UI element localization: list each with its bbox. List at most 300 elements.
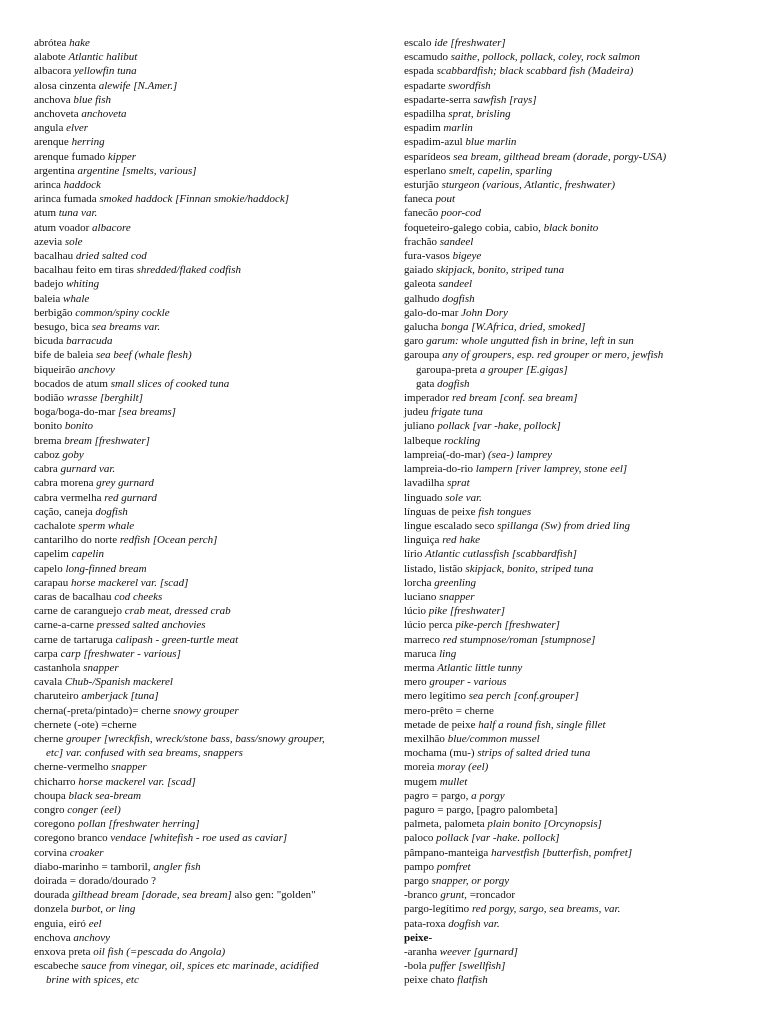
entry-translation: red hake (442, 534, 480, 547)
entry-headword: espada (404, 65, 434, 78)
entry-headword: escamudo (404, 51, 448, 64)
entry-translation: puffer [swellfish] (429, 960, 506, 973)
entry-headword: congro (34, 803, 65, 816)
dictionary-entry (404, 547, 756, 561)
entry-headword: choupa (34, 789, 66, 802)
dictionary-entry (34, 519, 386, 533)
entry-headword: galo-do-mar (404, 306, 459, 319)
entry-headword: línguas de peixe (404, 505, 476, 518)
entry-translation: scabbardfish; black scabbard fish (Madeira) (436, 65, 634, 78)
dictionary-entry (404, 476, 756, 490)
dictionary-entry (404, 633, 756, 647)
dictionary-entry (404, 405, 756, 419)
entry-headword: diabo-marinho = tamboril, (34, 860, 151, 873)
entry-headword: argentina (34, 164, 75, 177)
dictionary-entry (34, 633, 386, 647)
entry-translation: bigeye (452, 250, 482, 263)
entry-translation: pike [freshwater] (428, 605, 506, 618)
entry-translation: grouper - various (429, 676, 507, 689)
entry-headword: coregono branco (34, 832, 108, 845)
dictionary-entry (404, 448, 756, 462)
dictionary-entry (34, 789, 386, 803)
entry-headword: bacalhau feito em tiras (34, 264, 134, 277)
entry-headword: judeu (404, 406, 429, 419)
entry-headword: lampreia-do-rio (404, 463, 474, 476)
entry-translation: dogfish var. (448, 917, 500, 930)
entry-headword: capelo (34, 562, 63, 575)
dictionary-entry (34, 36, 386, 50)
dictionary-entry (404, 704, 756, 718)
entry-translation: small slices of cooked tuna (110, 377, 230, 390)
entry-headword: enchova (34, 931, 71, 944)
entry-headword: corvina (34, 846, 67, 859)
dictionary-entry (34, 263, 386, 277)
dictionary-entry (404, 973, 756, 987)
entry-translation: skipjack, bonito, striped tuna (465, 562, 594, 575)
dictionary-entry (404, 277, 756, 291)
entry-headword: -branco (404, 889, 438, 902)
entry-headword: pata-roxa (404, 917, 446, 930)
entry-headword: galhudo (404, 292, 440, 305)
entry-translation: blue/common mussel (447, 732, 540, 745)
entry-headword: boga/boga-do-mar (34, 406, 116, 419)
entry-translation: snapper, or porgy (431, 874, 510, 887)
entry-headword: capelim (34, 548, 69, 561)
dictionary-entry (404, 959, 756, 973)
entry-translation: rockling (444, 434, 481, 447)
entry-headword: -aranha (404, 946, 437, 958)
dictionary-entry (404, 519, 756, 533)
entry-translation: saithe, pollock, pollack, coley, rock salmon (450, 51, 641, 64)
entry-translation: bream [freshwater] (64, 434, 150, 447)
entry-translation: half a round fish, single fillet (478, 718, 606, 731)
entry-headword: pagro = pargo, (404, 789, 469, 802)
entry-headword: peixe- (404, 931, 433, 944)
entry-translation: conger (eel) (67, 803, 121, 816)
entry-translation: ide [freshwater] (434, 37, 506, 49)
entry-headword: carpa (34, 647, 58, 660)
entry-headword: arinca fumada (34, 193, 97, 206)
dictionary-entry (34, 562, 386, 576)
entry-headword: mochama (mu-) (404, 747, 475, 760)
entry-headword: cherne-vermelho (34, 761, 109, 774)
entry-translation: pout (435, 193, 456, 206)
dictionary-entry (404, 164, 756, 178)
entry-translation: weever [gurnard] (439, 946, 518, 958)
entry-headword: paguro = pargo, [pagro palombeta] (404, 803, 558, 816)
dictionary-entry (404, 576, 756, 590)
entry-translation-extra: black bonito (543, 221, 599, 234)
entry-translation: amberjack [tuna] (81, 690, 159, 703)
dictionary-entry (34, 547, 386, 561)
entry-headword: cabra (34, 463, 58, 476)
dictionary-entry (34, 618, 386, 632)
dictionary-entry (404, 760, 756, 774)
entry-headword: bodião (34, 392, 64, 405)
entry-headword: foqueteiro-galego (404, 221, 483, 234)
entry-translation: dogfish (95, 505, 128, 518)
dictionary-entry (34, 959, 386, 987)
entry-translation: anchovy (73, 931, 111, 944)
entry-headword: alabote (34, 51, 66, 64)
entry-headword: -bola (404, 960, 427, 973)
dictionary-entry (34, 135, 386, 149)
dictionary-entry (34, 718, 386, 732)
entry-translation: pollack [var -hake, pollock] (437, 420, 561, 433)
dictionary-entry (34, 576, 386, 590)
entry-headword: pargo-legítimo (404, 903, 470, 916)
entry-translation: elver (66, 122, 89, 135)
dictionary-entry (34, 164, 386, 178)
entry-headword: enxova preta (34, 946, 91, 958)
dictionary-entry (404, 902, 756, 916)
entry-headword: cavala (34, 676, 63, 689)
entry-note: cobia, cabio, (482, 221, 544, 234)
entry-translation: pollan [freshwater herring] (77, 818, 200, 831)
entry-translation: capelin (71, 548, 104, 561)
entry-translation: calipash - green-turtle meat (115, 633, 239, 646)
entry-translation: anchoveta (81, 108, 127, 121)
entry-translation: a grouper [E.gigas] (479, 363, 568, 376)
entry-translation: snapper (83, 661, 119, 674)
entry-headword: atum voador (34, 221, 90, 234)
entry-translation: sauce from vinegar, oil, spices etc marinade, acidified (81, 960, 319, 973)
entry-headword: cherne (34, 732, 64, 745)
entry-headword: metade de peixe (404, 718, 476, 731)
entry-headword: esturjão (404, 179, 439, 192)
entry-translation: harvestfish [butterfish, pomfret] (491, 846, 633, 859)
entry-translation: Atlantic cutlassfish [scabbardfish] (425, 548, 577, 561)
entry-translation: croaker (69, 846, 104, 859)
entry-headword: berbigão (34, 306, 73, 319)
dictionary-entry (34, 221, 386, 235)
entry-translation: sturgeon (various, Atlantic, freshwater) (441, 179, 616, 192)
entry-headword: carne de caranguejo (34, 605, 122, 618)
entry-headword: espadim-azul (404, 136, 463, 149)
entry-headword: espadilha (404, 108, 446, 121)
dictionary-entry (34, 150, 386, 164)
dictionary-entry (404, 775, 756, 789)
entry-headword: cabra vermelha (34, 491, 102, 504)
entry-translation: sea beef (whale flesh) (96, 349, 192, 362)
entry-translation: sole var. (445, 491, 482, 504)
entry-translation: sandeel (439, 235, 474, 248)
entry-headword: fanecão (404, 207, 439, 220)
entry-translation: barracuda (66, 335, 113, 348)
entry-headword: anchova (34, 93, 71, 106)
entry-headword: angula (34, 122, 64, 135)
entry-headword: cabra morena (34, 477, 94, 490)
dictionary-entry (34, 831, 386, 845)
entry-translation: blue marlin (465, 136, 517, 149)
entry-translation: garum: whole ungutted fish in brine, left in sun (426, 335, 634, 348)
entry-headword: merma (404, 661, 435, 674)
entry-headword: paloco (404, 832, 434, 845)
dictionary-entry (34, 334, 386, 348)
dictionary-entry (34, 945, 386, 959)
entry-translation: hake (69, 37, 90, 49)
entry-headword: espadarte (404, 79, 446, 92)
entry-headword: brema (34, 434, 62, 447)
dictionary-entry (404, 860, 756, 874)
dictionary-entry (404, 604, 756, 618)
dictionary-entry (404, 590, 756, 604)
entry-translation: mullet (439, 775, 468, 788)
dictionary-entry (404, 135, 756, 149)
dictionary-entry (34, 476, 386, 490)
dictionary-entry (404, 434, 756, 448)
entry-translation: any of groupers, esp. red grouper or mero, jewfish (442, 349, 664, 362)
dictionary-entry (404, 64, 756, 78)
dictionary-entry (404, 221, 756, 235)
entry-headword: donzela (34, 903, 69, 916)
dictionary-entry (34, 689, 386, 703)
dictionary-entry (404, 917, 756, 931)
entry-continuation: brine with spices, etc (46, 974, 139, 987)
dictionary-entry (404, 945, 756, 959)
entry-headword: gata (416, 377, 435, 390)
dictionary-entry (404, 178, 756, 192)
dictionary-entry (34, 817, 386, 831)
entry-translation: whiting (66, 278, 100, 291)
entry-translation: blue fish (73, 93, 111, 106)
entry-note: =roncador (466, 889, 515, 902)
entry-translation: ling (439, 647, 457, 660)
entry-headword: peixe chato (404, 974, 455, 987)
entry-headword: garoupa-preta (416, 363, 478, 376)
dictionary-entry (34, 79, 386, 93)
entry-translation: anchovy (78, 363, 115, 376)
entry-headword: garoupa (404, 349, 440, 362)
entry-headword: linguiça (404, 534, 440, 547)
dictionary-entry (34, 647, 386, 661)
dictionary-entry (404, 107, 756, 121)
dictionary-entry (34, 178, 386, 192)
dictionary-entry (34, 675, 386, 689)
dictionary-entry (404, 746, 756, 760)
dictionary-entry (404, 192, 756, 206)
entry-translation: moray (eel) (437, 761, 489, 774)
entry-headword: atum (34, 207, 56, 220)
entry-headword: maruca (404, 647, 437, 660)
dictionary-entry (404, 732, 756, 746)
entry-translation: marlin (443, 122, 473, 135)
dictionary-entry (404, 533, 756, 547)
entry-translation: goby (62, 448, 84, 461)
dictionary-entry (34, 206, 386, 220)
dictionary-entry (404, 846, 756, 860)
entry-headword: gaiado (404, 264, 434, 277)
entry-translation: flatfish (457, 974, 488, 987)
entry-headword: juliano (404, 420, 435, 433)
entry-translation: yellowfin tuna (74, 65, 137, 78)
entry-headword: mugem (404, 775, 437, 788)
dictionary-entry (34, 505, 386, 519)
entry-headword: chicharro (34, 775, 76, 788)
entry-translation: sea bream, gilthead bream (dorade, porgy-USA) (453, 150, 667, 163)
entry-translation: eel (88, 917, 102, 930)
entry-headword: lúcio (404, 605, 426, 618)
entry-translation: smelt, capelin, sparling (448, 164, 553, 177)
entry-translation: pollack [var -hake. pollock] (436, 832, 560, 845)
entry-headword: pargo (404, 874, 429, 887)
dictionary-entry (404, 50, 756, 64)
entry-headword: lavadilha (404, 477, 445, 490)
entry-translation: dogfish (442, 292, 475, 305)
dictionary-entry (404, 888, 756, 902)
dictionary-entry (404, 831, 756, 845)
dictionary-entry (34, 121, 386, 135)
entry-translation: pressed salted anchovies (96, 619, 206, 632)
entry-translation: argentine [smelts, various] (77, 164, 197, 177)
dictionary-entry (34, 50, 386, 64)
entry-headword: espadarte-serra (404, 93, 471, 106)
dictionary-entry (404, 79, 756, 93)
entry-translation: sprat, brisling (448, 108, 511, 121)
entry-translation: carp [freshwater - various] (60, 647, 181, 660)
entry-translation: shredded/flaked codfish (136, 264, 242, 277)
dictionary-entry (34, 235, 386, 249)
entry-translation: red bream [conf. sea bream] (451, 392, 578, 405)
entry-headword: cachalote (34, 519, 76, 532)
entry-headword: cherna(-preta/pintado)= cherne (34, 704, 171, 717)
dictionary-entry (34, 419, 386, 433)
dictionary-entry (34, 277, 386, 291)
entry-translation: wrasse [berghilt] (66, 392, 143, 405)
entry-translation: (sea-) lamprey (487, 448, 553, 461)
dictionary-entry (34, 931, 386, 945)
dictionary-entry (34, 107, 386, 121)
dictionary-entry (34, 491, 386, 505)
dictionary-entry (404, 306, 756, 320)
entry-headword: arenque fumado (34, 150, 106, 163)
entry-headword: bife de baleia (34, 349, 94, 362)
entry-translation: bonito (64, 420, 93, 433)
entry-headword: doirada = dorado/dourado ? (34, 874, 156, 887)
dictionary-entry (404, 817, 756, 831)
dictionary-entry (404, 491, 756, 505)
dictionary-entry (34, 462, 386, 476)
dictionary-entry (34, 803, 386, 817)
dictionary-entry (404, 661, 756, 675)
entry-translation: smoked haddock [Finnan smokie/haddock] (99, 193, 290, 206)
dictionary-entry (34, 604, 386, 618)
entry-headword: badejo (34, 278, 64, 291)
entry-headword: charuteiro (34, 690, 79, 703)
dictionary-entry (34, 590, 386, 604)
entry-translation: bonga [W.Africa, dried, smoked] (440, 321, 586, 334)
dictionary-entry (404, 249, 756, 263)
entry-translation: lampern [river lamprey, stone eel] (475, 463, 628, 476)
entry-translation: horse mackerel var. [scad] (78, 775, 196, 788)
entry-translation: Atlantic halibut (68, 51, 138, 64)
entry-headword: garo (404, 335, 424, 348)
dictionary-entry (34, 249, 386, 263)
entry-translation: dogfish (437, 377, 470, 390)
entry-headword: coregono (34, 818, 75, 831)
entry-headword: escabeche (34, 960, 79, 973)
entry-translation: pike-perch [freshwater] (455, 619, 560, 632)
dictionary-entry (34, 320, 386, 334)
entry-translation: common/spiny cockle (75, 306, 170, 319)
entry-continuation: etc] var. confused with sea breams, snappers (46, 747, 243, 760)
dictionary-entry (404, 363, 756, 377)
dictionary-entry (404, 874, 756, 888)
entry-translation: redfish [Ocean perch] (119, 534, 218, 547)
entry-headword: pampo (404, 860, 434, 873)
entry-headword: bacalhau (34, 250, 74, 263)
dictionary-entry (404, 292, 756, 306)
entry-translation: snowy grouper (173, 704, 239, 717)
entry-headword: marreco (404, 633, 441, 646)
right-column (404, 36, 756, 988)
entry-translation: sandeel (438, 278, 473, 291)
entry-translation: burbot, or ling (70, 903, 136, 916)
dictionary-entry (34, 661, 386, 675)
dictionary-entry (404, 206, 756, 220)
entry-translation: strips of salted dried tuna (477, 747, 591, 760)
entry-headword: lalbeque (404, 434, 442, 447)
entry-translation: sea breams var. (91, 321, 161, 334)
entry-headword: chernete (-ote) =cherne (34, 718, 137, 731)
dictionary-entry (34, 704, 386, 718)
entry-headword: carne-a-carne (34, 619, 94, 632)
entry-translation: skipjack, bonito, striped tuna (436, 264, 565, 277)
dictionary-entry (404, 562, 756, 576)
entry-translation: [sea breams] (118, 406, 176, 419)
entry-headword: listado, listão (404, 562, 463, 575)
entry-translation: red porgy, sargo, sea breams, var. (471, 903, 621, 916)
entry-translation: Chub-/Spanish mackerel (64, 676, 173, 689)
dictionary-entry (404, 348, 756, 362)
entry-translation: red gurnard (104, 491, 157, 504)
entry-translation: horse mackerel var. [scad] (70, 576, 189, 589)
entry-headword: galeota (404, 278, 436, 291)
entry-headword: baleia (34, 292, 61, 305)
dictionary-entry (34, 888, 386, 902)
entry-headword: cação, caneja (34, 505, 93, 518)
entry-translation: haddock (63, 179, 101, 192)
entry-translation: fish tongues (478, 505, 532, 518)
dictionary-entry (34, 192, 386, 206)
entry-translation: long-finned bream (65, 562, 147, 575)
entry-translation: greenling (434, 576, 476, 589)
entry-translation: angler fish (153, 860, 201, 873)
entry-headword: pâmpano-manteiga (404, 846, 489, 859)
entry-headword: espadim (404, 122, 441, 135)
dictionary-entry (34, 434, 386, 448)
entry-translation: alewife [N.Amer.] (98, 79, 178, 92)
entry-headword: lorcha (404, 576, 432, 589)
dictionary-entry (34, 860, 386, 874)
dictionary-entry (404, 718, 756, 732)
dictionary-entry (404, 803, 756, 817)
entry-headword: linguado (404, 491, 443, 504)
entry-translation: gilthead bream [dorade, sea bream] (72, 889, 232, 902)
dictionary-entry (404, 320, 756, 334)
entry-translation: plain bonito [Orcynopsis] (487, 818, 602, 831)
dictionary-entry (404, 36, 756, 50)
entry-translation: vendace [whitefish - roe used as caviar] (110, 832, 288, 845)
entry-headword: carne de tartaruga (34, 633, 113, 646)
dictionary-entry (34, 377, 386, 391)
entry-headword: mero legítimo (404, 690, 467, 703)
dictionary-entry (404, 647, 756, 661)
entry-headword: lúcio perca (404, 619, 453, 632)
dictionary-entry (404, 419, 756, 433)
entry-translation: pomfret (436, 860, 471, 873)
dictionary-entry (34, 846, 386, 860)
